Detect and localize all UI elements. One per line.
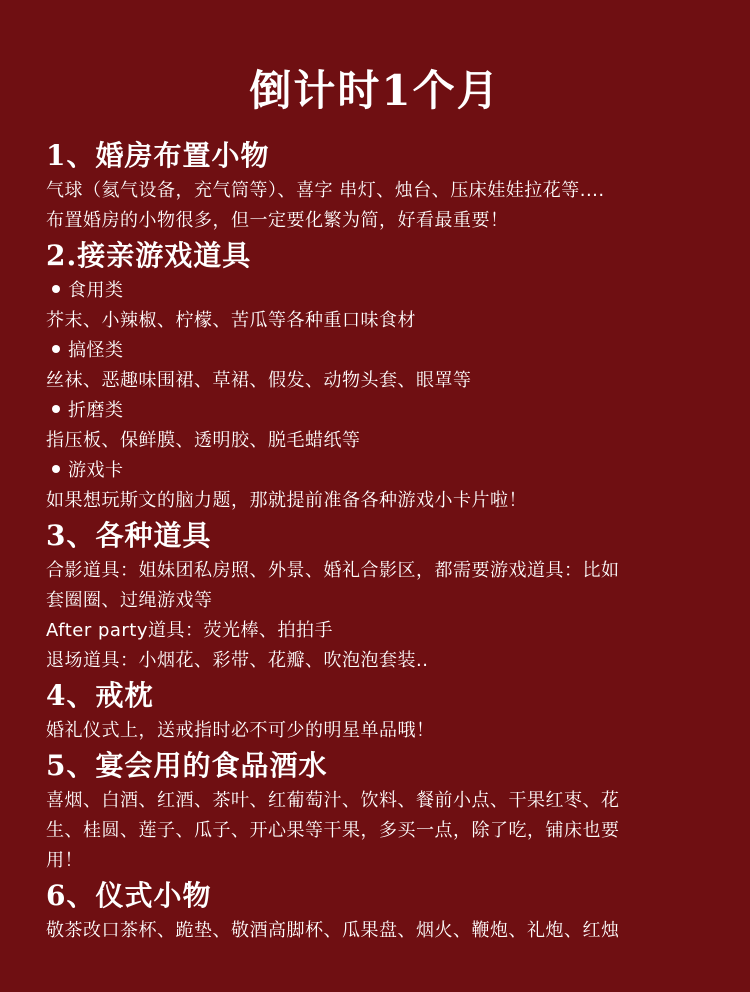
- text-line: 指压板、保鲜膜、透明胶、脱毛蜡纸等: [46, 430, 361, 451]
- bullet-dot-icon: [52, 465, 60, 473]
- section-heading: 1、婚房布置小物: [46, 139, 270, 172]
- bullet-item: [46, 396, 722, 426]
- bullet-label: 搞怪类: [68, 340, 124, 361]
- section-heading: 5、宴会用的食品酒水: [46, 749, 328, 782]
- bullet-item: [46, 276, 722, 306]
- bullet-label: 食用类: [68, 280, 124, 301]
- section-heading: 3、各种道具: [46, 519, 212, 552]
- bullet-item: [46, 456, 722, 486]
- text-line: 婚礼仪式上，送戒指时必不可少的明星单品哦！: [46, 720, 435, 741]
- text-line: 套圈圈、过绳游戏等: [46, 590, 213, 611]
- text-line: 生、桂圆、莲子、瓜子、开心果等干果，多买一点，除了吃，铺床也要: [46, 820, 620, 841]
- text-line: 芥末、小辣椒、柠檬、苦瓜等各种重口味食材: [46, 310, 416, 331]
- section-banquet-food-drinks: [46, 746, 722, 876]
- text-line: 敬茶改口茶杯、跪垫、敬酒高脚杯、瓜果盘、烟火、鞭炮、礼炮、红烛: [46, 920, 620, 941]
- page-title: 倒计时1个月: [249, 66, 501, 115]
- text-line: 布置婚房的小物很多，但一定要化繁为简，好看最重要！: [46, 210, 509, 231]
- bullet-item: [46, 336, 722, 366]
- section-heading: 6、仪式小物: [46, 879, 212, 912]
- section-ring-pillow: [46, 676, 722, 746]
- bullet-label: 折磨类: [68, 400, 124, 421]
- text-line: 用！: [46, 850, 83, 871]
- bullet-label: 游戏卡: [68, 460, 124, 481]
- bullet-dot-icon: [52, 285, 60, 293]
- bullet-dot-icon: [52, 345, 60, 353]
- section-pickup-games: [46, 236, 722, 516]
- bullet-dot-icon: [52, 405, 60, 413]
- text-line: 气球（氦气设备，充气筒等）、喜字 串灯、烛台、压床娃娃拉花等....: [46, 180, 605, 201]
- section-various-props: [46, 516, 722, 676]
- content: [46, 136, 722, 946]
- section-ceremony-items: [46, 876, 722, 946]
- section-heading: 4、戒枕: [46, 679, 154, 712]
- section-wedding-room-decor: [46, 136, 722, 236]
- text-line: 合影道具：姐妹团私房照、外景、婚礼合影区，都需要游戏道具：比如: [46, 560, 620, 581]
- text-line: After party道具：荧光棒、拍拍手: [46, 620, 334, 641]
- text-line: 丝袜、恶趣味围裙、草裙、假发、动物头套、眼罩等: [46, 370, 472, 391]
- text-line: 退场道具：小烟花、彩带、花瓣、吹泡泡套装..: [46, 650, 429, 671]
- text-line: 喜烟、白酒、红酒、茶叶、红葡萄汁、饮料、餐前小点、干果红枣、花: [46, 790, 620, 811]
- section-heading: 2.接亲游戏道具: [46, 239, 252, 272]
- text-line: 如果想玩斯文的脑力题，那就提前准备各种游戏小卡片啦！: [46, 490, 527, 511]
